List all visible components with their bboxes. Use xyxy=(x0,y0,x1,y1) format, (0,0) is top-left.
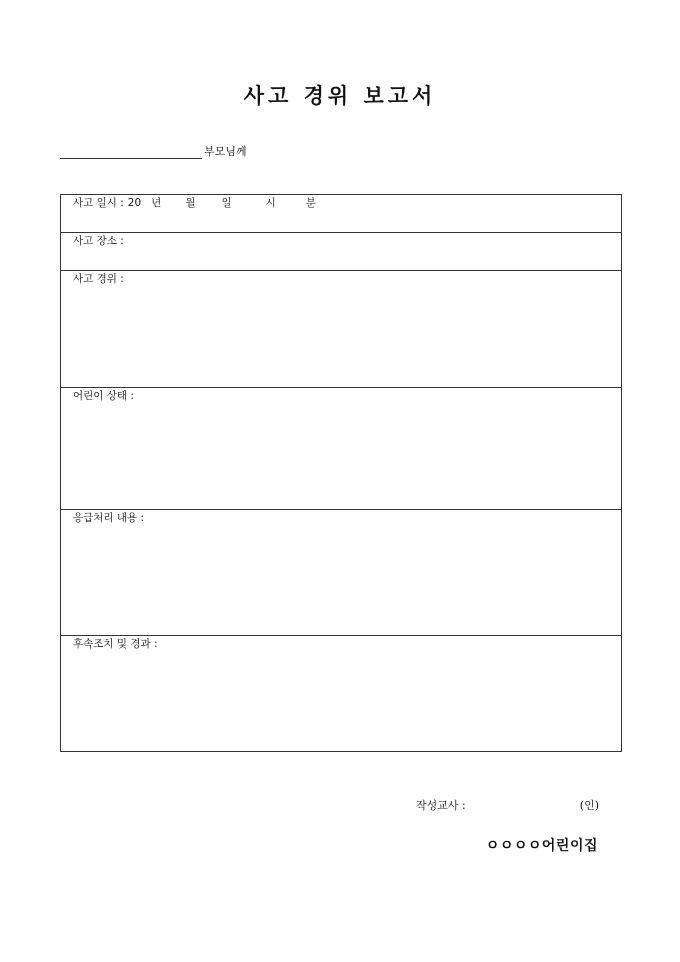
first-aid-cell[interactable] xyxy=(61,510,622,636)
first-aid-label: 응급처리 내용 : xyxy=(73,512,145,524)
table-row-child-condition xyxy=(61,388,622,510)
addressee-line xyxy=(60,143,247,159)
table-row-datetime xyxy=(61,195,622,233)
table-row-first-aid xyxy=(61,510,622,636)
circumstances-label: 사고 경위 : xyxy=(73,273,124,285)
addressee-suffix: 부모님께 xyxy=(204,145,247,158)
hour-unit: 시 xyxy=(265,197,276,209)
follow-up-cell[interactable] xyxy=(61,636,622,752)
table-row-circumstances xyxy=(61,271,622,388)
place-label: 사고 장소 : xyxy=(73,235,124,247)
writer-label: 작성교사 : xyxy=(416,799,466,812)
writer-line xyxy=(416,797,599,813)
circumstances-cell[interactable] xyxy=(61,271,622,388)
datetime-cell[interactable] xyxy=(61,195,622,233)
minute-unit: 분 xyxy=(305,197,316,209)
month-unit: 월 xyxy=(185,197,196,209)
year-unit: 년 xyxy=(151,197,162,209)
document-title: 사고 경위 보고서 xyxy=(243,83,437,108)
daycare-name: ㅇㅇㅇㅇ어린이집 xyxy=(485,838,598,854)
parent-name-blank[interactable] xyxy=(60,144,202,159)
datetime-label: 사고 일시 : xyxy=(73,197,124,209)
year-prefix: 20 xyxy=(127,197,142,209)
day-unit: 일 xyxy=(221,197,232,209)
child-condition-label: 어린이 상태 : xyxy=(73,390,134,402)
seal-mark: (인) xyxy=(579,799,599,812)
table-row-follow-up xyxy=(61,636,622,752)
place-cell[interactable] xyxy=(61,233,622,271)
child-condition-cell[interactable] xyxy=(61,388,622,510)
table-row-place xyxy=(61,233,622,271)
report-table xyxy=(60,194,622,752)
follow-up-label: 후속조치 및 경과 : xyxy=(73,638,158,650)
